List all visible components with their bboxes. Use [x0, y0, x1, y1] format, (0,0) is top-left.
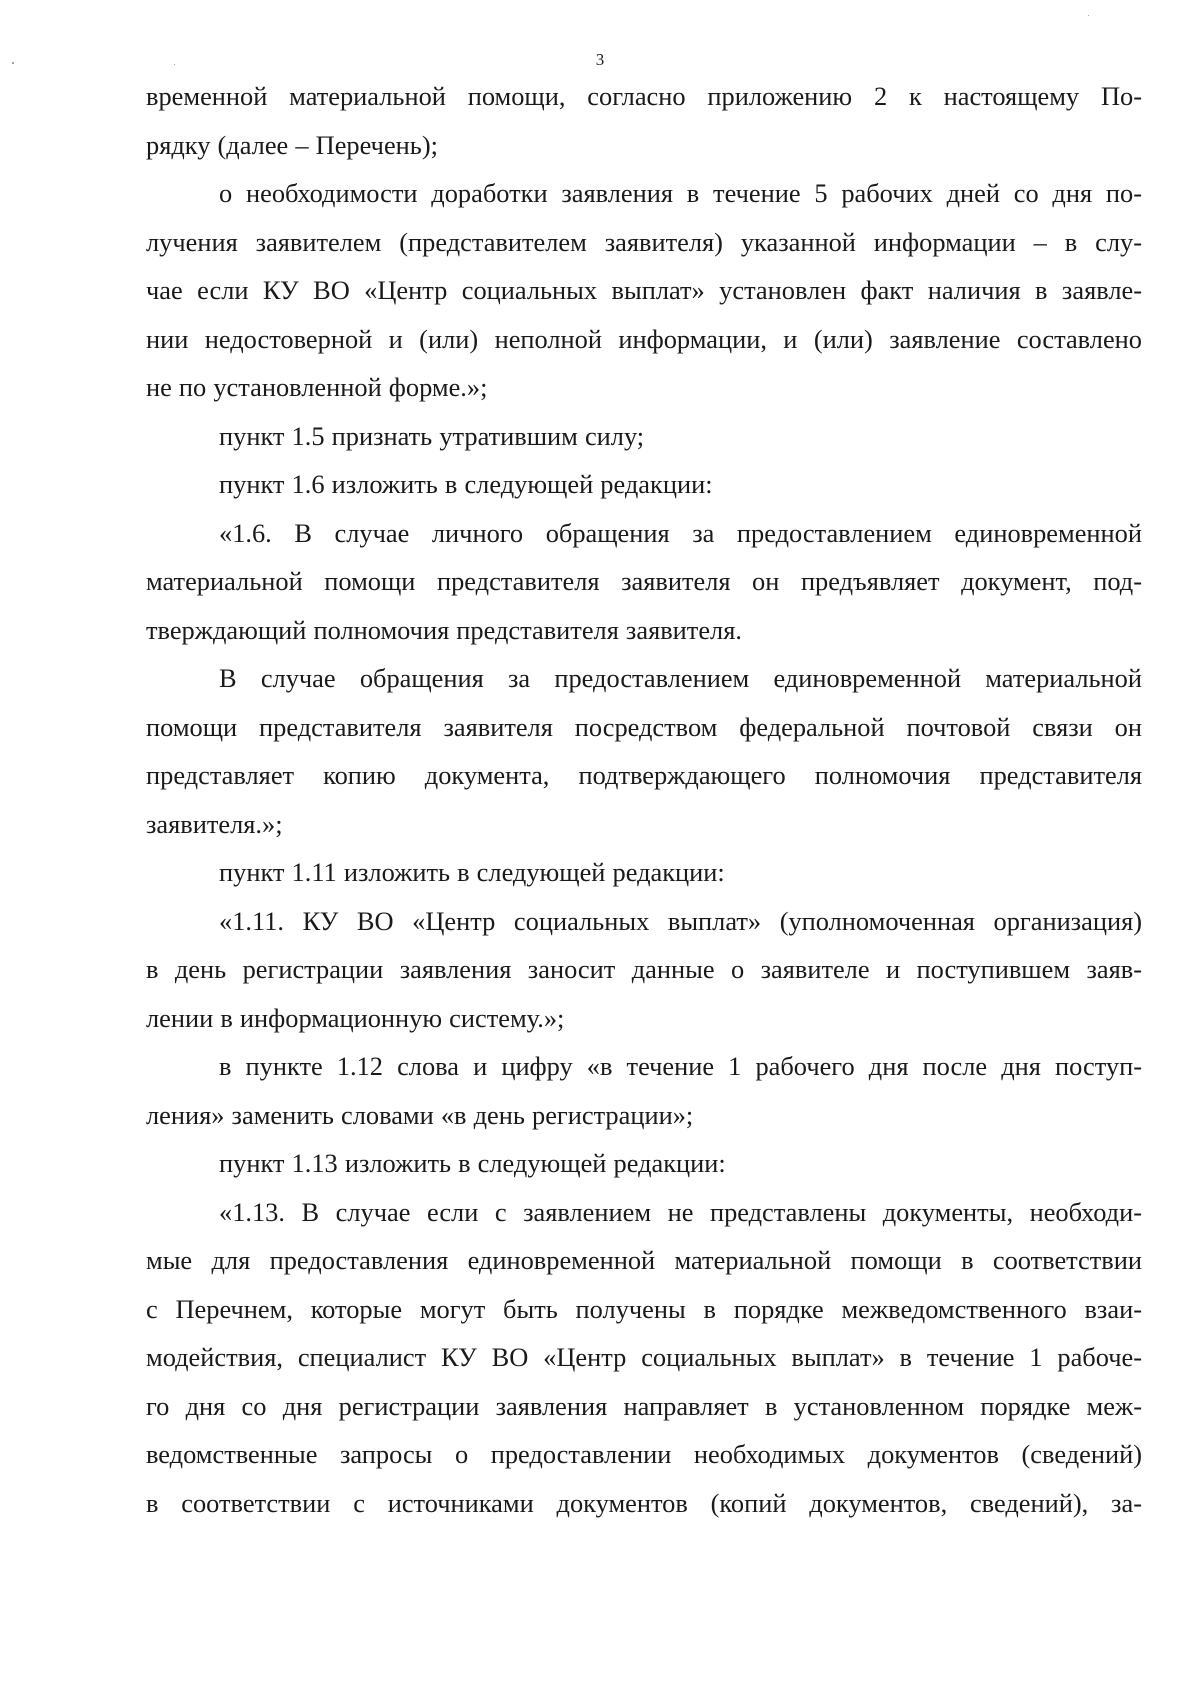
text-line: ления» заменить словами «в день регистрации»;: [146, 1099, 694, 1130]
text-line: пункт 1.6 изложить в следующей редакции:: [219, 469, 713, 499]
text-line: заявителя.»;: [146, 808, 283, 839]
text-line: лении в информационную систему.»;: [146, 1002, 565, 1033]
text-line: мые для предоставления единовременной материальной помощи в соответствии: [146, 1245, 1142, 1275]
text-line: о необходимости доработки заявления в течение 5 рабочих дней со дня по-: [219, 178, 1142, 208]
text-line: чае если КУ ВО «Центр социальных выплат» установлен факт наличия в заявле-: [146, 275, 1142, 305]
text-line: с Перечнем, которые могут быть получены в порядке межведомственного взаи-: [146, 1293, 1142, 1324]
text-line: го дня со дня регистрации заявления направляет в установленном порядке меж-: [146, 1390, 1142, 1421]
scan-speck: [12, 62, 14, 64]
page-number: 3: [595, 50, 605, 69]
text-line: «1.13. В случае если с заявлением не представлены документы, необходи-: [219, 1196, 1142, 1227]
text-line: рядку (далее – Перечень);: [146, 129, 438, 160]
text-line: «1.6. В случае личного обращения за предоставлением единовременной: [219, 517, 1142, 548]
text-line: не по установленной форме.»;: [146, 372, 488, 402]
text-line: материальной помощи представителя заявителя он предъявляет документ, под-: [146, 566, 1142, 596]
text-line: лучения заявителем (представителем заявителя) указанной информации – в слу-: [146, 226, 1142, 257]
text-line: В случае обращения за предоставлением единовременной материальной: [219, 663, 1142, 693]
text-line: тверждающий полномочия представителя заявителя.: [146, 614, 742, 645]
scan-speck: [1088, 15, 1089, 16]
text-line: модействия, специалист КУ ВО «Центр социальных выплат» в течение 1 рабоче-: [146, 1342, 1142, 1372]
text-line: временной материальной помощи, согласно приложению 2 к настоящему По-: [146, 81, 1142, 111]
text-line: помощи представителя заявителя посредством федеральной почтовой связи он: [146, 711, 1142, 742]
text-line: представляет копию документа, подтверждающего полномочия представителя: [146, 760, 1142, 790]
text-line: пункт 1.13 изложить в следующей редакции:: [219, 1148, 726, 1178]
document-body: [146, 72, 1142, 1527]
text-line: нии недостоверной и (или) неполной информации, и (или) заявление составлено: [146, 323, 1142, 354]
text-line: ведомственные запросы о предоставлении необходимых документов (сведений): [146, 1439, 1142, 1469]
text-line: пункт 1.11 изложить в следующей редакции:: [219, 857, 725, 887]
text-line: пункт 1.5 признать утратившим силу;: [219, 420, 645, 451]
text-line: «1.11. КУ ВО «Центр социальных выплат» (уполномоченная организация): [219, 905, 1142, 936]
text-line: в день регистрации заявления заносит данные о заявителе и поступившем заяв-: [146, 954, 1142, 984]
scan-speck: [174, 64, 175, 65]
text-line: в соответствии с источниками документов (копий документов, сведений), за-: [146, 1487, 1142, 1518]
text-line: в пункте 1.12 слова и цифру «в течение 1 рабочего дня после дня поступ-: [219, 1051, 1142, 1081]
